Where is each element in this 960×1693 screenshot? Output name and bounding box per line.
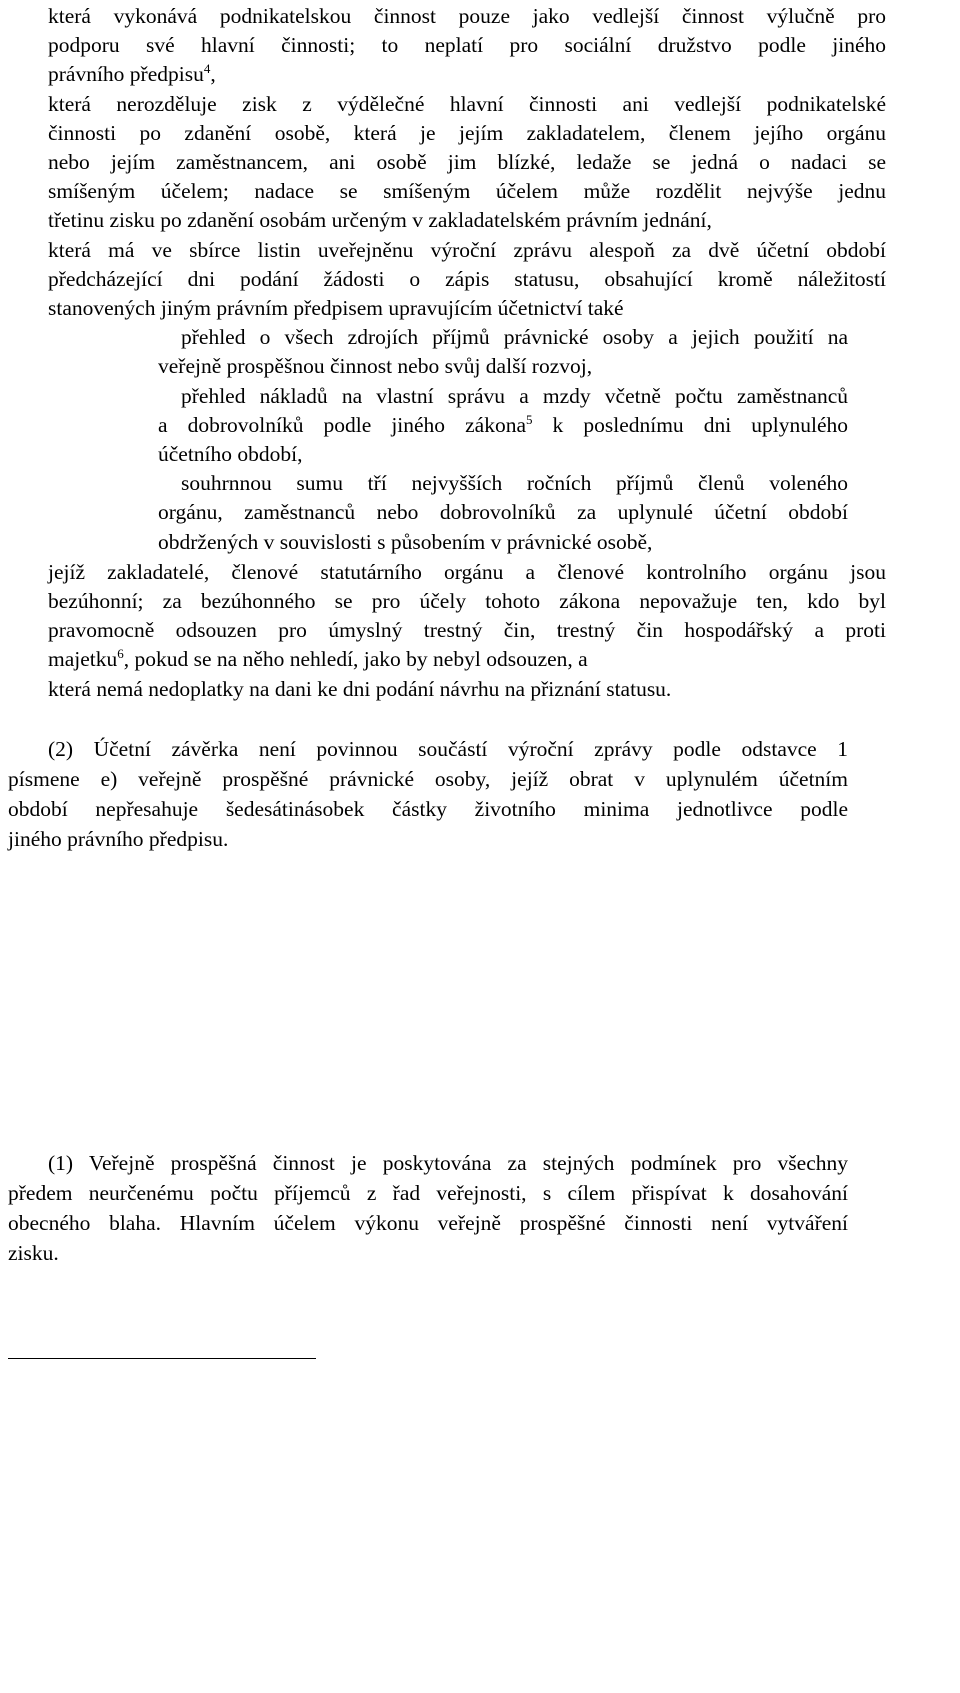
list-item-line — [48, 295, 886, 321]
paragraph-line-text: zisku. — [8, 1241, 59, 1265]
footnote-reference[interactable]: 5 — [526, 411, 533, 427]
sub-item-line-text: účetního období, — [158, 442, 303, 466]
paragraph-line — [8, 1240, 848, 1266]
list-item-line: činnosti po zdanění osobě, která je jejím zakladatelem, členem jejího orgánu — [48, 120, 886, 145]
list-item-line-text-after: , — [210, 62, 216, 87]
list-item-line-text: právního předpisu — [48, 62, 204, 87]
paragraph-line: předem neurčenému počtu příjemců z řad veřejnosti, s cílem přispívat k dosahování — [8, 1181, 848, 1205]
list-item-line — [48, 61, 886, 87]
sub-item-line — [158, 441, 848, 467]
paragraph-line: (2) Účetní závěrka není povinnou součástí výroční zprávy podle odstavce 1 — [48, 737, 848, 761]
list-item-line: předcházející dni podání žádosti o zápis statusu, obsahující kromě náležitostí — [48, 266, 886, 291]
sub-item-line-text: veřejně prospěšnou činnost nebo svůj další rozvoj, — [158, 354, 593, 379]
footnote-reference[interactable]: 4 — [203, 61, 211, 77]
list-item-line: podporu své hlavní činnosti; to neplatí pro sociální družstvo podle jiného — [48, 33, 886, 58]
list-item-line — [48, 207, 886, 233]
sub-item-line — [158, 353, 848, 379]
list-item-line: která vykonává podnikatelskou činnost pouze jako vedlejší činnost výlučně pro — [48, 4, 886, 28]
sub-item-line: přehled o všech zdrojích příjmů právnické osoby a jejich použití na — [181, 325, 848, 350]
footnote-reference[interactable]: 6 — [117, 646, 124, 662]
paragraph-line — [8, 826, 848, 852]
sub-item-line: souhrnnou sumu tří nejvyšších ročních příjmů členů voleného — [181, 471, 848, 496]
list-item-line: která má ve sbírce listin uveřejněnu výroční zprávu alespoň za dvě účetní období — [48, 237, 886, 262]
sub-item-line-text: obdržených v souvislosti s působením v právnické osobě, — [158, 529, 653, 554]
list-item-line: pravomocně odsouzen pro úmyslný trestný čin, trestný čin hospodářský a proti — [48, 618, 886, 643]
list-item-line — [48, 646, 886, 672]
list-item-line: jejíž zakladatelé, členové statutárního orgánu a členové kontrolního orgánu jsou — [48, 559, 886, 584]
list-item-line-text: stanovených jiným právním předpisem upravujícím účetnictví také — [48, 296, 624, 320]
list-item-line-text: která nemá nedoplatky na dani ke dni podání návrhu na přiznání statusu. — [48, 676, 672, 701]
list-item-line — [48, 676, 886, 702]
paragraph-line-text: jiného právního předpisu. — [8, 827, 229, 851]
list-item-line: smíšeným účelem; nadace se smíšeným účelem může rozdělit nejvýše jednu — [48, 179, 886, 204]
sub-item-line-text: a dobrovolníků podle jiného zákona — [158, 412, 526, 437]
sub-item-line: přehled nákladů na vlastní správu a mzdy včetně počtu zaměstnanců — [181, 383, 848, 408]
paragraph-line: písmene e) veřejně prospěšné právnické osoby, jejíž obrat v uplynulém účetním — [8, 767, 848, 791]
paragraph-line: (1) Veřejně prospěšná činnost je poskytována za stejných podmínek pro všechny — [48, 1151, 848, 1175]
list-item-line-text: třetinu zisku po zdanění osobám určeným v zakladatelském právním jednání, — [48, 208, 712, 233]
footnote-separator — [8, 1358, 316, 1359]
paragraph-line: obecného blaha. Hlavním účelem výkonu veřejně prospěšné činnosti není vytváření — [8, 1211, 848, 1235]
sub-item-line — [158, 412, 848, 438]
sub-item-line: orgánu, zaměstnanců nebo dobrovolníků za uplynulé účetní období — [158, 500, 848, 525]
paragraph-line: období nepřesahuje šedesátinásobek částky životního minima jednotlivce podle — [8, 797, 848, 821]
list-item-line: nebo jejím zaměstnancem, ani osobě jim blízké, ledaže se jedná o nadaci se — [48, 150, 886, 174]
sub-item-line-text-after: k poslednímu dni uplynulého — [532, 412, 848, 437]
list-item-line-text-after: , pokud se na něho nehledí, jako by nebyl odsouzen, a — [123, 647, 588, 672]
sub-item-line — [158, 529, 848, 555]
list-item-line-text: majetku — [48, 647, 118, 672]
list-item-line: bezúhonní; za bezúhonného se pro účely tohoto zákona nepovažuje ten, kdo byl — [48, 589, 886, 613]
list-item-line: která nerozděluje zisk z výdělečné hlavní činnosti ani vedlejší podnikatelské — [48, 91, 886, 116]
